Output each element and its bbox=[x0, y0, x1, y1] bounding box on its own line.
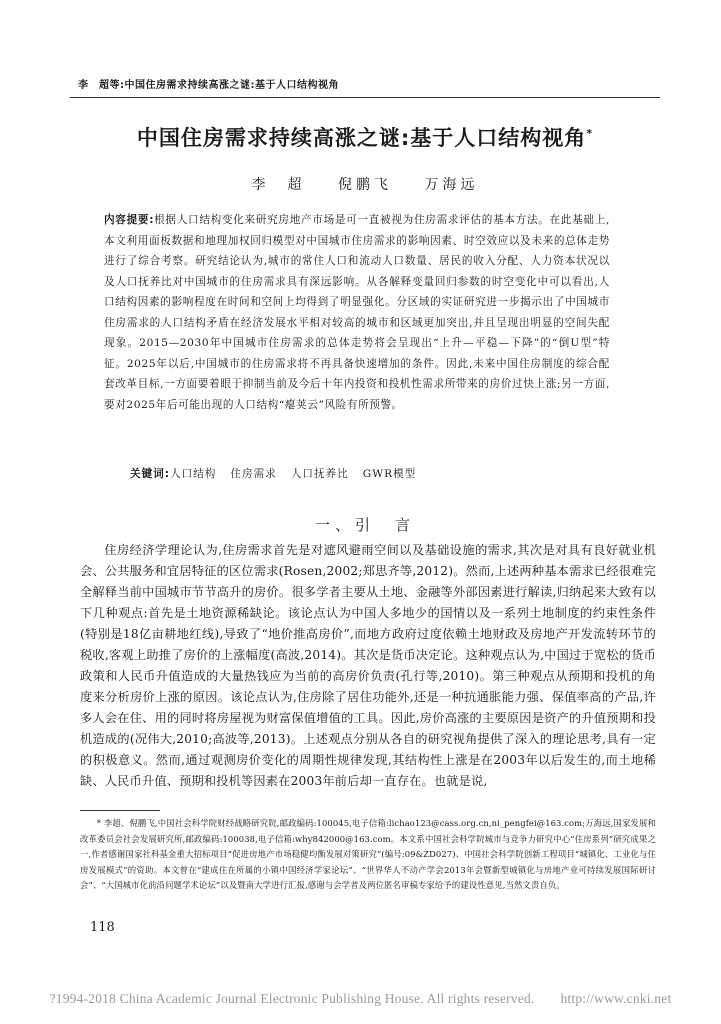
footnote-rule bbox=[80, 810, 160, 811]
page-number: 118 bbox=[90, 920, 115, 935]
author-name: 万海远 bbox=[424, 177, 479, 193]
abstract-text: 根据人口结构变化来研究房地产市场是可一直被视为住房需求评估的基本方法。在此基础上,本文利用面板数据和地理加权回归模型对中国城市住房需求的影响因素、时空效应以及未来的总体走势进行了综合考察。研究结论认为,城市的常住人口和流动人口数量、居民的收入分配、人力资本状况以及人口抚养比对中国城市的住房需求具有深远影响。从各解释变量回归参数的时空变化中可以看出,人口结构因素的影响程度在时间和空间上均得到了明显强化。分区域的实证研究进一步揭示出了中国城市住房需求的人口结构矛盾在经济发展水平相对较高的城市和区域更加突出,并且呈现出明显的空间失配现象。2015—2030年中国城市住房需求的总体走势将会呈现出“上升—平稳—下降”的“倒U型”特征。2025年以后,中国城市的住房需求将不再具备快速增加的条件。因此,未来中国住房制度的综合配套改革目标,一方面要着眼于抑制当前及今后十年内投资和投机性需求所带来的房价过快上涨;另一方面,要对2025年后可能出现的人口结构“瘪荚云”风险有所预警。 bbox=[104, 214, 610, 411]
section-heading: 一、引 言 bbox=[314, 516, 415, 534]
copyright-text: ?1994-2018 China Academic Journal Electronic Publishing House. All rights reserved. bbox=[49, 991, 535, 1006]
abstract bbox=[104, 210, 610, 415]
author-name: 倪鹏飞 bbox=[338, 177, 392, 193]
running-head: 李 超等:中国住房需求持续高涨之谜:基于人口结构视角 bbox=[78, 80, 339, 91]
article-title-text: 中国住房需求持续高涨之谜:基于人口结构视角 bbox=[136, 126, 587, 150]
keyword: GWR模型 bbox=[362, 468, 417, 480]
keyword: 人口结构 bbox=[170, 468, 217, 480]
keyword: 住房需求 bbox=[230, 468, 277, 480]
author-list bbox=[70, 174, 660, 194]
header-rule bbox=[70, 97, 660, 98]
title-footnote-mark: * bbox=[586, 127, 594, 140]
author-name: 李 超 bbox=[251, 177, 306, 193]
footnote: * 李超、倪鹏飞,中国社会科学院财经战略研究院,邮政编码:100045,电子信箱:lichao123@cass.org.cn,ni_pengfei@163.com;万海远,国家发展和改革委员会社会发展研究所,邮政编码:100038,电子信箱:why842000@163.com。本文系中国社会科学院城市与竞争力研究中心“住房系列”研究成果之一,作者感谢国家社科基金重大招标项目“促进房地产市场稳健均衡发展对策研究”(编号:09&ZD027)、中国社会科学院创新工程项目“城镇化、工业化与住房发展模式”的资助。本文曾在“建成住在所属的小镇中国经济学家论坛”、“世界华人不动产学会2013年会暨新型城镇化与房地产业可持续发展国际研讨会”、“大国城市化前沿问题学术论坛”以及暨南大学进行汇报,感谢与会学者及两位匿名审稿专家给予的建设性意见,当然文责自负。 bbox=[80, 818, 656, 890]
article-title bbox=[70, 122, 660, 152]
body-paragraph: 住房经济学理论认为,住房需求首先是对遮风避雨空间以及基础设施的需求,其次是对具有良好就业机会、公共服务和宜居特征的区位需求(Rosen,2002;郑思齐等,2012)。然而,上述两种基本需求已经很难完全解释当前中国城市节节高升的房价。很多学者主要从土地、金融等外部因素进行解读,归纳起来大致有以下几种观点:首先是土地资源稀缺论。该论点认为中国人多地少的国情以及一系列土地制度的约束性条件(特别是18亿亩耕地红线),导致了“地价推高房价”,而地方政府过度依赖土地财政及房地产开发流转环节的税收,客观上助推了房价的上涨幅度(高波,2014)。其次是货币决定论。这种观点认为,中国过于宽松的货币政策和人民币升值造成的大量热钱应为当前的高房价负责(孔行等,2010)。第三种观点从预期和投机的角度来分析房价上涨的原因。该论点认为,住房除了居住功能外,还是一种抗通胀能力强、保值率高的产品,许多人会在住、用的同时将房屋视为财富保值增值的工具。因此,房价高涨的主要原因是资产的升值预期和投机造成的(况伟大,2010;高波等,2013)。上述观点分别从各自的研究视角提供了深入的理论思考,具有一定的积极意义。然而,通过观测房价变化的周期性规律发现,其结构性上涨是在2003年以后发生的,而土地稀缺、人民币升值、预期和投机等因素在2003年前后却一直存在。也就是说, bbox=[80, 543, 656, 788]
keywords bbox=[130, 466, 610, 481]
keyword: 人口抚养比 bbox=[290, 468, 349, 480]
copyright-notice bbox=[0, 991, 721, 1007]
abstract-label: 内容提要: bbox=[104, 214, 155, 226]
copyright-url: http://www.cnki.net bbox=[560, 991, 672, 1006]
keywords-label: 关键词: bbox=[130, 468, 171, 480]
